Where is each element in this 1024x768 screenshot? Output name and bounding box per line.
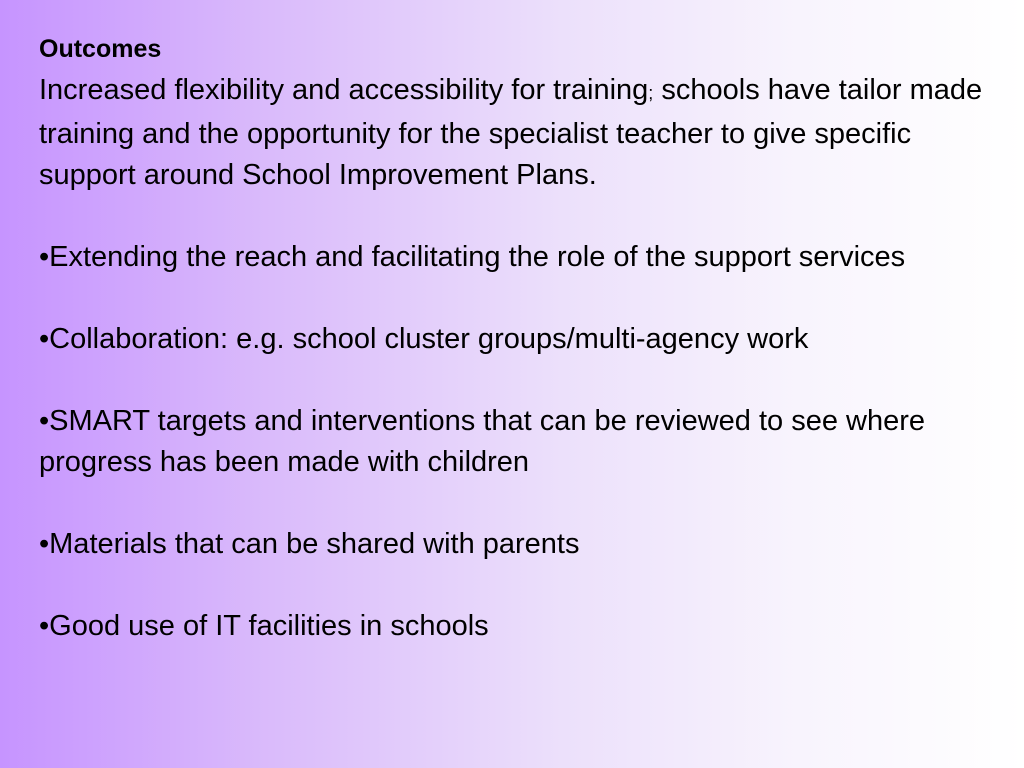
bullet-item-collaboration: •Collaboration: e.g. school cluster groups/multi-agency work [39, 323, 809, 355]
spacer [39, 196, 999, 237]
bullet-item-smart-targets: •SMART targets and interventions that can be reviewed to see where progress has been made with children [39, 405, 926, 478]
bullet-item-it-facilities: •Good use of IT facilities in schools [39, 610, 489, 642]
intro-text-part1: Increased flexibility and accessibility for training [39, 74, 649, 106]
spacer [39, 360, 999, 401]
intro-text-part2: schools have tailor made training and the opportunity for the specialist teacher to give specific support around School Improvement Plans. [39, 74, 983, 191]
spacer [39, 565, 999, 606]
spacer [39, 278, 999, 319]
slide-body [39, 29, 999, 647]
bullet-item-materials: •Materials that can be shared with parents [39, 528, 580, 560]
intro-paragraph [39, 70, 999, 196]
spacer [39, 483, 999, 524]
slide-heading: Outcomes [39, 35, 162, 63]
bullet-item-support-services: •Extending the reach and facilitating the role of the support services [39, 241, 906, 273]
intro-separator: ; [648, 83, 654, 103]
